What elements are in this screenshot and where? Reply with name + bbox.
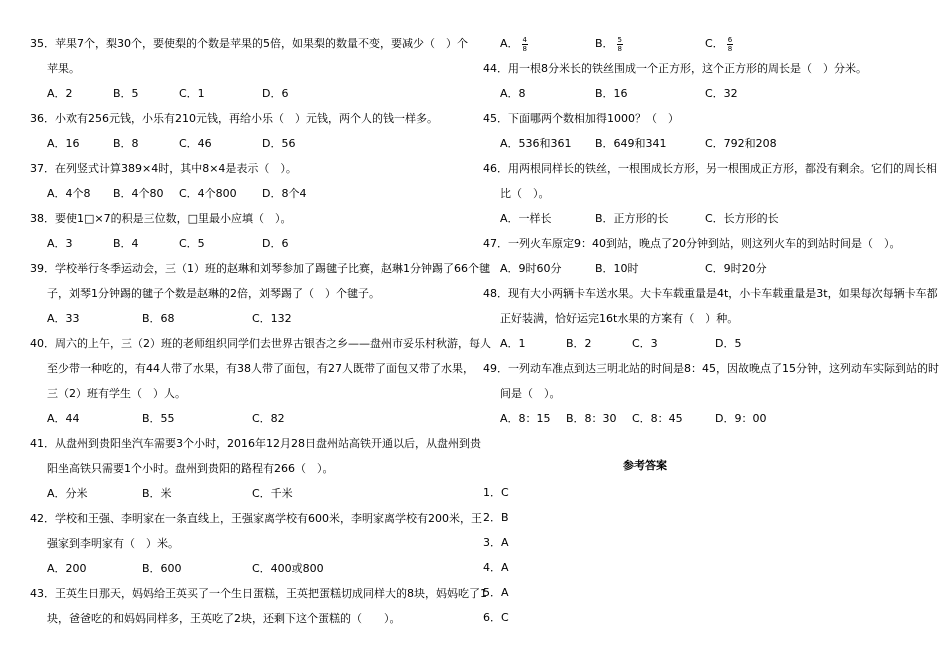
option-a: A．44 xyxy=(47,412,80,425)
question-text: 正好装满，恰好运完16t水果的方案有（ ）种。 xyxy=(500,312,739,325)
question-text: 43．王英生日那天，妈妈给王英买了一个生日蛋糕，王英把蛋糕切成同样大的8块，妈妈吃了1 xyxy=(30,587,487,600)
question-text: 37．在列竖式计算389×4时，其中8×4是表示（ ）。 xyxy=(30,162,297,175)
question-item xyxy=(30,431,481,481)
option-c: C．82 xyxy=(252,412,285,425)
question-item xyxy=(30,156,470,181)
option-d: D．56 xyxy=(262,137,296,150)
option-b: B．8 xyxy=(113,137,139,150)
question-text: 39．学校举行冬季运动会，三（1）班的赵琳和刘琴参加了踢毽子比赛，赵琳1分钟踢了66个毽 xyxy=(30,262,490,275)
option-b: B．米 xyxy=(142,487,172,500)
option-d: D．8个4 xyxy=(262,187,307,200)
option-a: A．8：15 xyxy=(500,412,551,425)
option-c: C．132 xyxy=(252,312,292,325)
question-text: 40．周六的上午，三（2）班的老师组织同学们去世界古银杏之乡——盘州市妥乐村秋游，每人 xyxy=(30,337,491,350)
option-b: B．4 xyxy=(113,237,139,250)
fraction-denominator: 8 xyxy=(727,44,733,53)
option-d: D．9：00 xyxy=(715,412,767,425)
option-b: B．8：30 xyxy=(566,412,617,425)
option-a: A．9时60分 xyxy=(500,262,562,275)
option-c: C．9时20分 xyxy=(705,262,767,275)
question-item xyxy=(30,331,491,406)
option-c: C．1 xyxy=(179,87,205,100)
question-text: 36．小欢有256元钱，小乐有210元钱，再给小乐（ ）元钱，两个人的钱一样多。 xyxy=(30,112,438,125)
option-a: A．536和361 xyxy=(500,137,572,150)
option-d: D．6 xyxy=(262,87,289,100)
question-text: 块，爸爸吃的和妈妈同样多，王英吃了2块，还剩下这个蛋糕的（ ）。 xyxy=(47,612,401,625)
question-text: 38．要使1□×7的积是三位数，□里最小应填（ ）。 xyxy=(30,212,292,225)
question-item xyxy=(483,106,923,131)
question-item xyxy=(30,106,470,131)
answer-item: 1．C xyxy=(483,486,509,499)
question-item xyxy=(483,156,937,206)
question-item xyxy=(30,506,482,556)
option-a: A．2 xyxy=(47,87,73,100)
question-text: 49．一列动车准点到达三明北站的时间是8：45，因故晚点了15分钟，这列动车实际到站的时 xyxy=(483,362,939,375)
option-d: D．5 xyxy=(715,337,742,350)
option-a: A．4个8 xyxy=(47,187,91,200)
option-c: C．长方形的长 xyxy=(705,212,779,225)
option-c: C．792和208 xyxy=(705,137,777,150)
question-text: 子，刘琴1分钟踢的毽子个数是赵琳的2倍，刘琴踢了（ ）个毽子。 xyxy=(47,287,380,300)
fraction-option-a xyxy=(500,31,528,56)
option-b: B．68 xyxy=(142,312,175,325)
question-item xyxy=(483,231,923,256)
question-text: 间是（ ）。 xyxy=(500,387,561,400)
answer-item: 4．A xyxy=(483,561,509,574)
question-text: 42．学校和王强、李明家在一条直线上，王强家离学校有600米，李明家离学校有200米，王 xyxy=(30,512,482,525)
answer-item: 2．B xyxy=(483,511,509,524)
fraction-option-c xyxy=(705,31,733,56)
question-text: 三（2）班有学生（ ）人。 xyxy=(47,387,186,400)
option-a: A．8 xyxy=(500,87,526,100)
question-text: 44．用一根8分米长的铁丝围成一个正方形，这个正方形的周长是（ ）分米。 xyxy=(483,62,867,75)
option-label: B． xyxy=(595,37,614,50)
option-a: A．分米 xyxy=(47,487,88,500)
question-text: 阳坐高铁只需要1个小时。盘州到贵阳的路程有266（ ）。 xyxy=(47,462,334,475)
option-c: C．3 xyxy=(632,337,658,350)
option-b: B．正方形的长 xyxy=(595,212,669,225)
answer-item: 3．A xyxy=(483,536,509,549)
question-text: 35．苹果7个，梨30个，要使梨的个数是苹果的5倍，如果梨的数量不变，要减少（ ）个 xyxy=(30,37,468,50)
option-b: B．55 xyxy=(142,412,175,425)
fraction-denominator: 8 xyxy=(617,44,623,53)
fraction-option-b xyxy=(595,31,623,56)
fraction xyxy=(522,36,528,53)
option-b: B．2 xyxy=(566,337,592,350)
option-a: A．200 xyxy=(47,562,87,575)
question-text: 比（ ）。 xyxy=(500,187,550,200)
option-c: C．400或800 xyxy=(252,562,324,575)
question-text: 强家到李明家有（ ）米。 xyxy=(47,537,179,550)
question-item xyxy=(30,256,490,306)
question-item xyxy=(483,281,938,331)
option-b: B．600 xyxy=(142,562,182,575)
fraction-numerator: 4 xyxy=(522,35,527,44)
option-c: C．4个800 xyxy=(179,187,237,200)
option-a: A．33 xyxy=(47,312,80,325)
option-a: A．16 xyxy=(47,137,80,150)
option-b: B．10时 xyxy=(595,262,639,275)
answer-item: 5．A xyxy=(483,586,509,599)
question-text: 45．下面哪两个数相加得1000？（ ） xyxy=(483,112,679,125)
question-text: 苹果。 xyxy=(47,62,80,75)
option-a: A．3 xyxy=(47,237,73,250)
question-text: 47．一列火车原定9：40到站，晚点了20分钟到站，则这列火车的到站时间是（ ）。 xyxy=(483,237,901,250)
option-b: B．5 xyxy=(113,87,139,100)
fraction xyxy=(617,36,623,53)
option-b: B．649和341 xyxy=(595,137,667,150)
fraction-numerator: 6 xyxy=(727,35,733,44)
option-d: D．6 xyxy=(262,237,289,250)
question-text: 48．现有大小两辆卡车送水果。大卡车载重量是4t，小卡车载重量是3t，如果每次每辆卡车都 xyxy=(483,287,938,300)
option-b: B．4个80 xyxy=(113,187,164,200)
option-label: C． xyxy=(705,37,724,50)
fraction xyxy=(727,36,733,53)
answer-key-title: 参考答案 xyxy=(623,459,667,472)
question-item xyxy=(483,356,939,406)
option-c: C．32 xyxy=(705,87,738,100)
option-a: A．1 xyxy=(500,337,526,350)
question-text: 41．从盘州到贵阳坐汽车需要3个小时，2016年12月28日盘州站高铁开通以后，从盘州到贵 xyxy=(30,437,481,450)
option-b: B．16 xyxy=(595,87,628,100)
question-text: 46．用两根同样长的铁丝，一根围成长方形，另一根围成正方形，都没有剩余。它们的周长相 xyxy=(483,162,937,175)
question-text: 至少带一种吃的，有44人带了水果，有38人带了面包，有27人既带了面包又带了水果， xyxy=(47,362,474,375)
question-item xyxy=(30,581,487,631)
question-item xyxy=(483,56,923,81)
option-c: C．8：45 xyxy=(632,412,683,425)
option-c: C．46 xyxy=(179,137,212,150)
option-a: A．一样长 xyxy=(500,212,552,225)
question-item xyxy=(30,31,470,81)
option-c: C．5 xyxy=(179,237,205,250)
answer-item: 6．C xyxy=(483,611,509,624)
fraction-numerator: 5 xyxy=(617,35,623,44)
option-label: A． xyxy=(500,37,519,50)
fraction-denominator: 8 xyxy=(522,44,527,53)
option-c: C．千米 xyxy=(252,487,293,500)
question-item xyxy=(30,206,470,231)
